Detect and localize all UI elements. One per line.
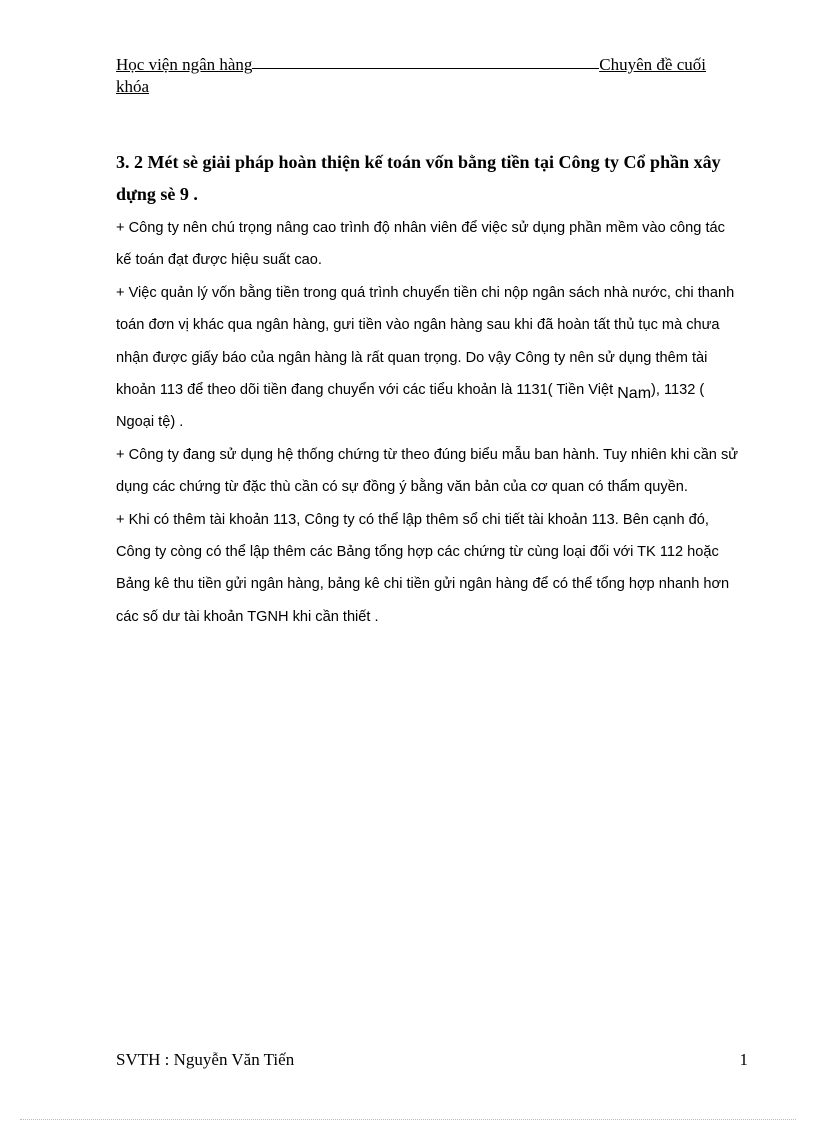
paragraph-2-subscript: Nam [617,385,652,403]
paragraph-2 [116,277,744,439]
header-institution: Học viện ngân hàng [116,55,253,74]
body-text [116,212,744,633]
header-line [116,54,706,76]
paragraph-3: + Công ty đang sử dụng hệ thống chứng từ theo đúng biểu mẫu ban hành. Tuy nhiên khi cần sử dụng các chứng từ đặc thù cần có sự đồng ý bằng văn bản của cơ quan có thẩm quyền. [116,446,739,496]
paragraph-4: + Khi có thêm tài khoản 113, Công ty có thể lập thêm sổ chi tiết tài khoản 113. Bên cạnh đó, Công ty còng có thể lập thêm các Bảng tổng hợp các chứng từ cùng loại đối với TK 112 hoặc Bảng kê thu tiền gửi ngân hàng, bảng kê chi tiền gửi ngân hàng để có thể tổng hợp nhanh hơn các số dư tài khoản TGNH khi cần thiết . [116,511,730,625]
page-bottom-divider [20,1119,796,1120]
header-continuation: khóa [116,77,150,96]
page-number: 1 [739,1050,748,1069]
paragraph-2-main: + Việc quản lý vốn bằng tiền trong quá trình chuyển tiền chi nộp ngân sách nhà nước, chi thanh toán đơn vị khác qua ngân hàng, gưi tiền vào ngân hàng sau khi đã hoàn tất thủ tục mà chưa nhận được giấy báo của ngân hàng là rất quan trọng. Do vậy Công ty nên sử dụng thêm tài khoản 113 để theo dõi tiền đang chuyển với các tiểu khoản là 1131( Tiền Việt [116,284,735,399]
header-topic: Chuyên đề cuối [599,55,706,74]
paragraph-1: + Công ty nên chú trọng nâng cao trình độ nhân viên để việc sử dụng phần mềm vào công tác kế toán đạt được hiệu suất cao. [116,220,725,269]
paragraph-2-end: ), 1132 ( Ngoại tệ) . [116,382,705,431]
page-footer [116,1050,748,1070]
section-title: 3. 2 Mét sè giải pháp hoàn thiện kế toán vốn bằng tiền tại Công ty Cổ phần xây dựng sè 9 . [116,152,721,204]
header-rule [252,54,599,69]
footer-author: SVTH : Nguyễn Văn Tiến [116,1050,295,1069]
page-header [116,54,706,98]
